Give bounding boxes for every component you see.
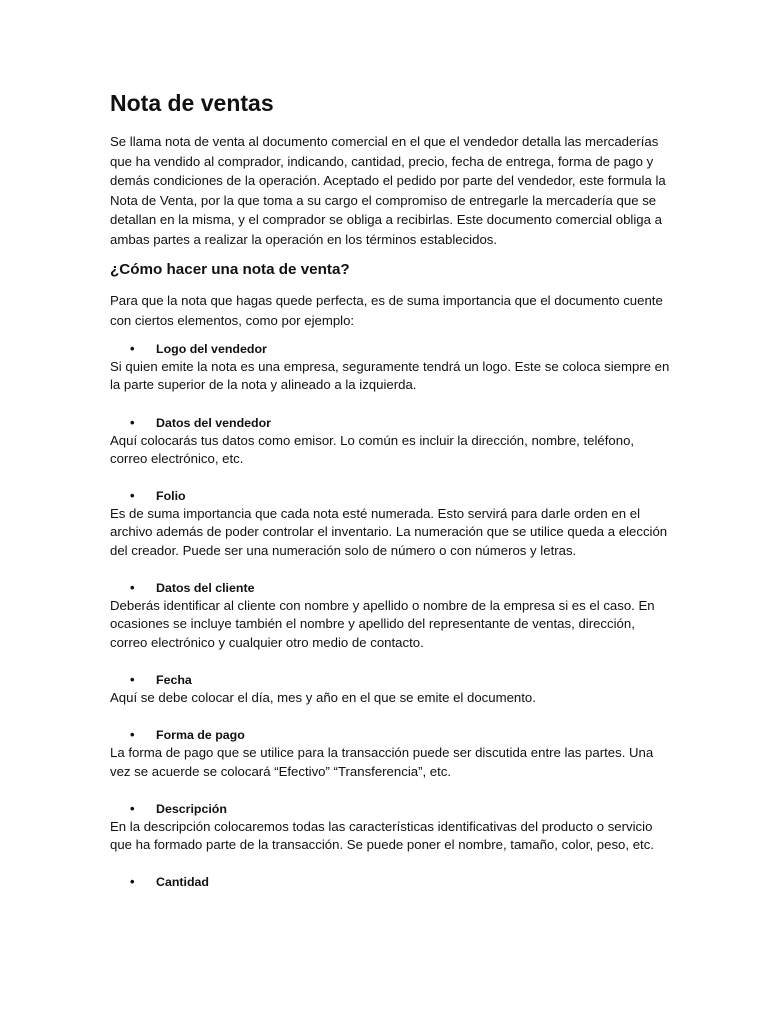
section-subtitle: ¿Cómo hacer una nota de venta? — [110, 261, 350, 278]
list-item — [110, 414, 670, 469]
list-item-text: Si quien emite la nota es una empresa, seguramente tendrá un logo. Este se coloca siempre en la parte superior de la nota y alineado a la izquierda. — [110, 359, 670, 393]
bullet-icon: • — [130, 874, 135, 890]
list-item-heading: Logo del vendedor — [156, 342, 267, 356]
list-item-heading-row — [110, 873, 670, 891]
list-item-heading-row — [110, 671, 670, 689]
list-item-text: Aquí se debe colocar el día, mes y año en el que se emite el documento. — [110, 689, 536, 705]
list-item — [110, 800, 670, 855]
list-item-heading: Cantidad — [156, 875, 210, 890]
list-item-text: La forma de pago que se utilice para la transacción puede ser discutida entre las partes. Una vez se acuerde se colocará “Efectivo” “Transferencia”, etc. — [110, 745, 654, 779]
lead-paragraph: Para que la nota que hagas quede perfecta, es de suma importancia que el documento cuente con ciertos elementos, como por ejemplo: — [110, 293, 663, 328]
list-item-heading-row — [110, 487, 670, 505]
bullet-icon: • — [130, 580, 135, 596]
list-item-heading-row — [110, 414, 670, 432]
list-item — [110, 340, 670, 395]
intro-paragraph: Se llama nota de venta al documento comercial en el que el vendedor detalla las mercaderías que ha vendido al comprador, indicando, cantidad, precio, fecha de entrega, forma de pago y demás condiciones de la operación. Aceptado el pedido por parte del vendedor, este formula la Nota de Venta, por la que toma a su cargo el compromiso de entregarle la mercadería que se detallan en la misma, y el comprador se obliga a recibirlas. Este documento comercial obliga a ambas partes a realizar la operación en los términos establecidos. — [110, 134, 666, 247]
list-item-heading-row — [110, 340, 670, 358]
list-item — [110, 726, 670, 781]
document-page — [110, 88, 670, 910]
list-item-heading-row — [110, 579, 670, 597]
list-item-heading: Datos del vendedor — [156, 415, 271, 430]
list-item-heading: Datos del cliente — [156, 581, 255, 596]
bullet-icon: • — [130, 488, 135, 504]
list-item — [110, 873, 670, 891]
list-item-text: Es de suma importancia que cada nota esté numerada. Esto servirá para darle orden en el archivo además de poder controlar el inventario. La numeración que se utilice queda a elección del creador. Puede ser una numeración solo de número o con números y letras. — [110, 506, 668, 558]
list-item-heading: Forma de pago — [156, 728, 245, 743]
list-item-text: En la descripción colocaremos todas las características identificativas del producto o servicio que ha formado parte de la transacción. Se puede poner el nombre, tamaño, color, peso, etc. — [110, 818, 654, 853]
list-item-text: Aquí colocarás tus datos como emisor. Lo común es incluir la dirección, nombre, teléfono, correo electrónico, etc. — [110, 432, 635, 466]
bullet-icon: • — [130, 414, 135, 430]
bullet-icon: • — [130, 671, 135, 687]
list-item-heading: Descripción — [156, 801, 227, 816]
list-item-heading: Fecha — [156, 672, 192, 687]
list-item-heading: Folio — [156, 489, 186, 504]
list-item-heading-row — [110, 726, 670, 744]
list-item — [110, 671, 670, 707]
list-item-text: Deberás identificar al cliente con nombre y apellido o nombre de la empresa si es el caso. En ocasiones se incluye también el nombre y apellido del representante de ventas, dirección, correo electrónico y cualquier otro medio de contacto. — [110, 598, 655, 650]
list-item-heading-row — [110, 800, 670, 818]
list-item — [110, 487, 670, 560]
list-item — [110, 579, 670, 652]
bullet-icon: • — [130, 800, 135, 816]
bullet-icon: • — [130, 727, 135, 743]
document-title: Nota de ventas — [110, 90, 274, 116]
bullet-icon: • — [130, 341, 135, 356]
